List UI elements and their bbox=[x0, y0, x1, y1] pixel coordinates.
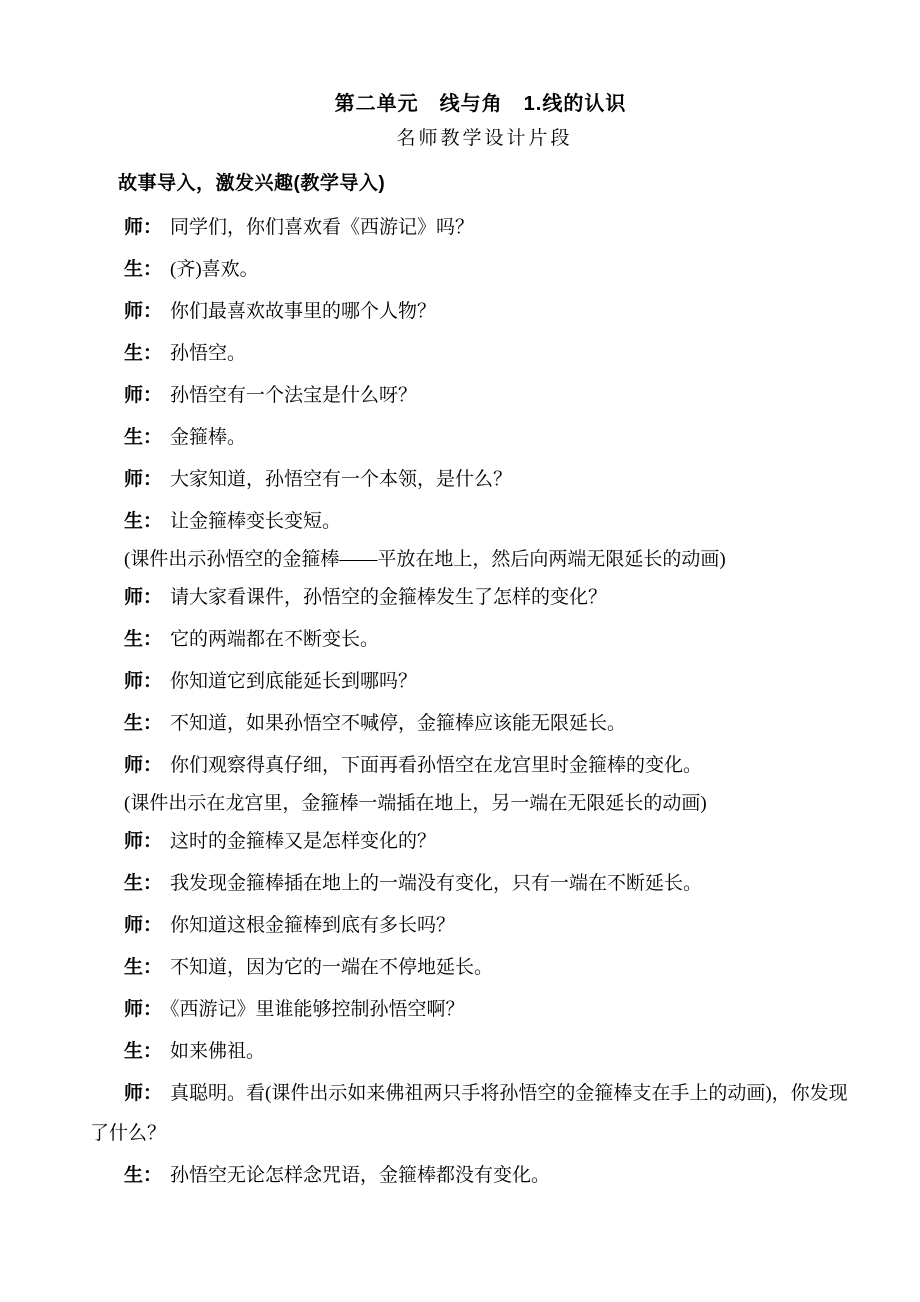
teacher-label: 师： bbox=[124, 915, 163, 936]
dialogue-paragraph bbox=[90, 906, 835, 946]
dialogue-paragraph bbox=[90, 1074, 848, 1154]
dialogue-text: 它的两端都在不断变长。 bbox=[170, 629, 380, 650]
subtitle: 名师教学设计片段 bbox=[396, 128, 573, 149]
teacher-label: 师： bbox=[124, 999, 163, 1020]
student-label: 生： bbox=[124, 259, 163, 280]
student-label: 生： bbox=[124, 427, 163, 448]
student-label: 生： bbox=[124, 1165, 163, 1186]
student-label: 生： bbox=[124, 511, 163, 532]
dialogue-text: 真聪明。看(课件出示如来佛祖两只手将孙悟空的金箍棒支在手上的动画)，你发现 bbox=[170, 1083, 848, 1104]
dialogue-text: 如来佛祖。 bbox=[170, 1041, 266, 1062]
dialogue-text: 孙悟空有一个法宝是什么呀？ bbox=[170, 385, 418, 406]
teacher-label: 师： bbox=[124, 301, 163, 322]
dialogue-text: 不知道，因为它的一端在不停地延长。 bbox=[170, 957, 494, 978]
dialogue-paragraph bbox=[90, 746, 835, 786]
dialogue-text: 同学们，你们喜欢看《西游记》吗？ bbox=[170, 217, 475, 238]
dialogue-text: 你们最喜欢故事里的哪个人物？ bbox=[170, 301, 437, 322]
dialogue-paragraph bbox=[90, 1032, 835, 1072]
stage-direction-paragraph bbox=[90, 540, 835, 580]
teacher-label: 师： bbox=[124, 385, 163, 406]
student-label: 生： bbox=[124, 629, 163, 650]
dialogue-paragraph bbox=[90, 502, 835, 542]
student-label: 生： bbox=[124, 713, 163, 734]
teacher-label: 师： bbox=[124, 831, 163, 852]
dialogue-paragraph bbox=[90, 822, 835, 862]
teacher-label: 师： bbox=[124, 217, 163, 238]
dialogue-paragraph bbox=[90, 864, 835, 904]
teacher-label: 师： bbox=[124, 671, 163, 692]
teacher-label: 师： bbox=[124, 755, 163, 776]
dialogue-text: 了什么？ bbox=[90, 1123, 167, 1144]
dialogue-paragraph bbox=[90, 250, 835, 290]
dialogue-text: (课件出示孙悟空的金箍棒——平放在地上，然后向两端无限延长的动画) bbox=[124, 549, 726, 570]
student-label: 生： bbox=[124, 343, 163, 364]
dialogue-text: 孙悟空。 bbox=[170, 343, 247, 364]
dialogue-text: 《西游记》里谁能够控制孙悟空啊？ bbox=[170, 999, 465, 1020]
dialogue-text: 我发现金箍棒插在地上的一端没有变化，只有一端在不断延长。 bbox=[170, 873, 703, 894]
dialogue-paragraph bbox=[90, 704, 835, 744]
dialogue-paragraph bbox=[90, 376, 835, 416]
dialogue-paragraph bbox=[90, 460, 835, 500]
section-heading: 故事导入，激发兴趣(教学导入) bbox=[118, 173, 386, 194]
dialogue-text: 你知道它到底能延长到哪吗？ bbox=[170, 671, 418, 692]
student-label: 生： bbox=[124, 1041, 163, 1062]
stage-direction-paragraph bbox=[90, 784, 835, 824]
dialogue-paragraph bbox=[90, 208, 835, 248]
dialogue-paragraph bbox=[90, 334, 835, 374]
dialogue-text: 孙悟空无论怎样念咒语，金箍棒都没有变化。 bbox=[170, 1165, 551, 1186]
dialogue-text: 你们观察得真仔细，下面再看孙悟空在龙宫里时金箍棒的变化。 bbox=[170, 755, 703, 776]
unit-title: 第二单元 线与角 1.线的认识 bbox=[334, 93, 627, 115]
teacher-label: 师： bbox=[124, 1083, 163, 1104]
dialogue-paragraph bbox=[90, 620, 835, 660]
dialogue-paragraph bbox=[90, 292, 835, 332]
dialogue-text: 大家知道，孙悟空有一个本领，是什么？ bbox=[170, 469, 513, 490]
dialogue-paragraph bbox=[90, 948, 835, 988]
dialogue-text: 不知道，如果孙悟空不喊停，金箍棒应该能无限延长。 bbox=[170, 713, 627, 734]
dialogue-text: 让金箍棒变长变短。 bbox=[170, 511, 342, 532]
student-label: 生： bbox=[124, 957, 163, 978]
dialogue-text: 你知道这根金箍棒到底有多长吗？ bbox=[170, 915, 456, 936]
dialogue-paragraph bbox=[90, 578, 835, 618]
student-label: 生： bbox=[124, 873, 163, 894]
dialogue-text: 这时的金箍棒又是怎样变化的？ bbox=[170, 831, 437, 852]
dialogue-paragraph bbox=[90, 1156, 835, 1196]
dialogue-paragraph bbox=[90, 990, 835, 1030]
dialogue-text: (齐)喜欢。 bbox=[170, 259, 259, 280]
teacher-label: 师： bbox=[124, 469, 163, 490]
dialogue-paragraph bbox=[90, 418, 835, 458]
dialogue-text: (课件出示在龙宫里，金箍棒一端插在地上，另一端在无限延长的动画) bbox=[124, 793, 707, 814]
dialogue-paragraph bbox=[90, 662, 835, 702]
dialogue-text: 请大家看课件，孙悟空的金箍棒发生了怎样的变化？ bbox=[170, 587, 608, 608]
dialogue-text: 金箍棒。 bbox=[170, 427, 247, 448]
teacher-label: 师： bbox=[124, 587, 163, 608]
dialogue-body bbox=[90, 208, 848, 1196]
